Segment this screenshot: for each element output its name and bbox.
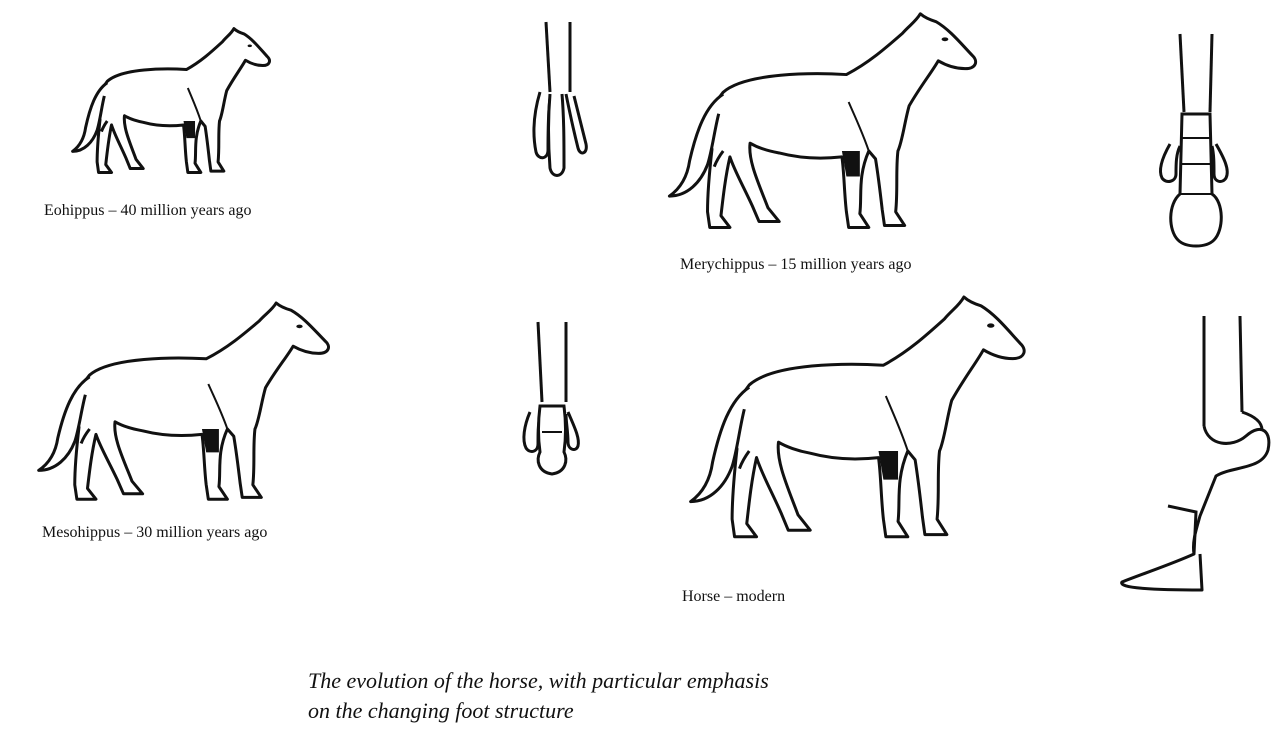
eohippus-figure xyxy=(73,29,270,173)
caption-line-1: The evolution of the horse, with particular emphasis xyxy=(308,668,769,693)
modern-horse-figure xyxy=(691,297,1025,537)
mesohippus-figure xyxy=(39,303,329,499)
mesohippus-foot xyxy=(524,322,578,474)
eohippus-foot xyxy=(534,22,586,176)
figure-caption xyxy=(308,666,769,726)
modern-horse-label: Horse – modern xyxy=(682,588,786,605)
mesohippus-label: Mesohippus – 30 million years ago xyxy=(42,524,268,541)
merychippus-label: Merychippus – 15 million years ago xyxy=(680,256,912,273)
caption-line-2: on the changing foot structure xyxy=(308,698,574,723)
modern-horse-hoof xyxy=(1122,316,1269,590)
eohippus-label: Eohippus – 40 million years ago xyxy=(44,202,252,219)
merychippus-foot xyxy=(1160,34,1227,246)
merychippus-figure xyxy=(669,14,975,228)
